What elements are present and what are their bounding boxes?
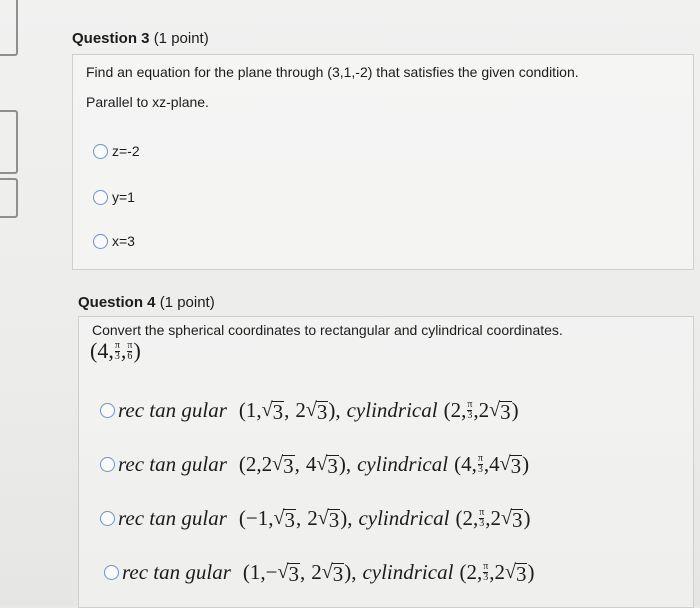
- cyl-frac: [483, 562, 488, 583]
- frac-num: π: [483, 561, 489, 572]
- cyl-coef: 4: [489, 452, 500, 476]
- sqrt: √ 3: [321, 561, 344, 586]
- question4-title: Question 4: [78, 294, 156, 311]
- cyl-label: cylindrical: [346, 398, 438, 422]
- frac-den: 6: [127, 350, 133, 362]
- sqrt: √ 3: [277, 561, 299, 586]
- question3-header: [72, 30, 209, 47]
- cyl-lead: 2,: [462, 506, 479, 530]
- frac-num: π: [467, 399, 473, 410]
- question4-prompt: Convert the spherical coordinates to rectangular and cylindrical coordinates.: [92, 322, 563, 338]
- question3-points: (1 point): [153, 30, 209, 47]
- radio-button[interactable]: [93, 144, 108, 159]
- frac-num: π: [479, 507, 485, 518]
- sqrt-arg: 3: [284, 508, 295, 532]
- left-edge-frames: [0, 0, 22, 606]
- given-open: (4,: [90, 338, 114, 363]
- question4-option-1[interactable]: [100, 398, 519, 423]
- question4-header: [78, 294, 215, 311]
- question4-points: (1 point): [159, 294, 215, 311]
- sqrt-arg: 3: [288, 562, 299, 586]
- cyl-label: cylindrical: [358, 506, 450, 530]
- question3-condition: Parallel to xz-plane.: [86, 94, 209, 110]
- cyl-label: cylindrical: [362, 560, 454, 584]
- frac-den: 3: [477, 464, 483, 475]
- frac-num: π: [127, 339, 133, 351]
- frame-2: [0, 110, 18, 174]
- question3-option-2[interactable]: [93, 189, 135, 205]
- cyl-frac: [467, 400, 472, 421]
- radio-button[interactable]: [93, 234, 108, 249]
- rect-label: rec tan gular: [118, 398, 227, 422]
- rect-coef: 2: [295, 398, 306, 422]
- rect-lead: 1,: [245, 398, 262, 422]
- frac-den: 3: [467, 410, 473, 421]
- cyl-coef: 2: [478, 398, 490, 422]
- cyl-frac: [479, 508, 484, 529]
- radio-button[interactable]: [100, 457, 115, 472]
- sqrt-arg: 3: [500, 400, 511, 424]
- sqrt: √ 3: [305, 399, 328, 424]
- rect-coef: 2: [311, 560, 322, 584]
- given-frac-2: [127, 341, 132, 362]
- sqrt-arg: 3: [283, 454, 294, 478]
- sqrt: √ 3: [261, 399, 284, 424]
- radio-button[interactable]: [100, 511, 115, 526]
- frame-3: [0, 178, 18, 218]
- frac-den: 3: [114, 350, 120, 362]
- sqrt-arg: 3: [510, 454, 522, 478]
- given-frac-1: [115, 341, 120, 362]
- radio-button[interactable]: [93, 190, 108, 205]
- cyl-coef: 2: [494, 560, 505, 584]
- sqrt-arg: 3: [327, 454, 338, 478]
- question4-option-2[interactable]: [100, 452, 529, 477]
- option-label: x=3: [112, 233, 135, 249]
- sqrt-arg: 3: [316, 400, 328, 424]
- cyl-lead: 2,: [466, 560, 483, 584]
- rect-label: rec tan gular: [118, 452, 227, 476]
- frac-num: π: [114, 339, 120, 351]
- sqrt: √ 3: [316, 453, 338, 478]
- option-math: rec tan gular ( 1, √ 3 , 2 √ 3 ), cylindrical ( 2, $\frac{\pi}{3}$ , 2 √ 3 ): [118, 398, 519, 424]
- sqrt-arg: 3: [328, 508, 340, 532]
- option-label: y=1: [112, 189, 135, 205]
- question3-option-3[interactable]: [93, 233, 135, 249]
- frac-den: 3: [479, 518, 485, 529]
- frac-num: π: [477, 453, 483, 464]
- rect-lead: −1,: [245, 506, 274, 530]
- frac-den: 3: [483, 572, 489, 583]
- sqrt-arg: 3: [332, 562, 344, 586]
- question3-card: [72, 54, 694, 270]
- rect-label: rec tan gular: [118, 506, 227, 530]
- option-math: rec tan gular ( 2,2 √ 3 , 4 √ 3 ), cylindrical ( 4, $\frac{\pi}{3}$ , 4 √ 3 ): [118, 452, 530, 478]
- rect-label: rec tan gular: [122, 560, 231, 584]
- cyl-lead: 2,: [450, 398, 467, 422]
- question4-option-3[interactable]: [100, 506, 530, 531]
- sqrt: √ 3: [272, 453, 294, 478]
- question4-option-4[interactable]: [104, 560, 534, 585]
- sqrt-arg: 3: [511, 508, 523, 532]
- rect-coef: 2: [307, 506, 318, 530]
- cyl-lead: 4,: [461, 452, 477, 476]
- option-math: rec tan gular ( 1,− √ 3 , 2 √ 3 ), cylindrical ( 2, $\frac{\pi}{3}$ , 2 √ 3 ): [122, 560, 535, 586]
- frame-1: [0, 0, 18, 56]
- rect-coef: 4: [305, 452, 317, 476]
- option-label: z=-2: [112, 143, 140, 159]
- sqrt: √ 3: [317, 507, 340, 532]
- option-math: rec tan gular ( −1, √ 3 , 2 √ 3 ), cylindrical ( 2, $\frac{\pi}{3}$ , 2 √ 3 ): [118, 506, 531, 532]
- cyl-frac: [478, 454, 483, 475]
- rect-lead: 1,−: [249, 560, 278, 584]
- sqrt: √ 3: [505, 561, 527, 586]
- radio-button[interactable]: [104, 565, 119, 580]
- question4-given-coordinates: (4, $\frac{\pi}{3}$ , $\frac{\pi}{6}$ ): [90, 338, 141, 363]
- sqrt-arg: 3: [515, 562, 527, 586]
- question3-prompt: Find an equation for the plane through (3,1,-2) that satisfies the given condition.: [86, 64, 579, 80]
- cyl-label: cylindrical: [357, 452, 449, 476]
- question3-title: Question 3: [72, 30, 150, 47]
- sqrt-arg: 3: [272, 400, 284, 424]
- given-close: ): [133, 338, 141, 363]
- question3-option-1[interactable]: [93, 143, 140, 159]
- sqrt: √ 3: [499, 453, 522, 478]
- sqrt: √ 3: [273, 507, 295, 532]
- rect-lead: 2,2: [245, 452, 273, 476]
- cyl-coef: 2: [490, 506, 501, 530]
- sqrt: √ 3: [489, 399, 511, 424]
- sqrt: √ 3: [501, 507, 523, 532]
- radio-button[interactable]: [100, 403, 115, 418]
